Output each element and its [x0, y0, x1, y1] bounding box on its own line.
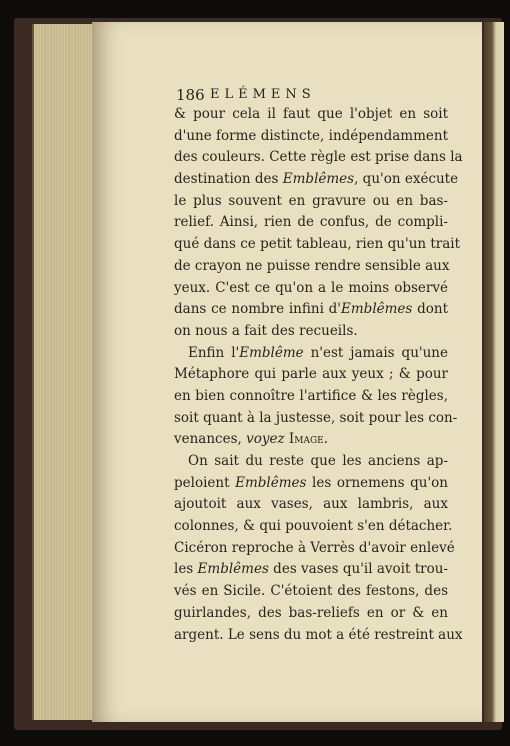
text-line: [174, 191, 448, 213]
text-line: [174, 126, 448, 148]
text-run: , qu'on exécute: [354, 171, 459, 188]
text-line: [174, 559, 448, 581]
text-run: dont: [412, 301, 448, 318]
text-run: dans ce nombre infini d': [174, 301, 342, 318]
page-number: 186: [176, 86, 205, 104]
text-run: .: [323, 431, 329, 448]
text-line: [174, 386, 448, 408]
text-run: relief. Ainsi, rien de confus, de compli-: [174, 214, 448, 231]
text-run: Cicéron reproche à Verrès d'avoir enlevé: [174, 539, 455, 556]
text-line: [174, 256, 448, 278]
text-line: [174, 581, 448, 603]
italic-text: voyez: [246, 431, 285, 448]
text-line: [174, 321, 448, 343]
text-run: venances,: [174, 431, 247, 448]
text-run: le plus souvent en gravure ou en bas-: [174, 192, 448, 209]
text-line: [174, 625, 463, 647]
text-line: [174, 494, 448, 516]
text-run: guirlandes, des bas-reliefs en or & en: [174, 604, 448, 621]
text-line: [174, 451, 448, 473]
text-run: soit quant à la justesse, soit pour les con-: [174, 409, 458, 426]
text-run: les ornemens qu'on: [306, 474, 448, 491]
text-line: [174, 473, 448, 495]
text-run: on nous a fait des recueils.: [174, 322, 358, 339]
text-run: peloient: [174, 474, 236, 491]
running-title: ELÉMENS: [210, 87, 316, 102]
text-run: des couleurs. Cette règle est prise dans la: [174, 149, 463, 166]
text-run: les: [174, 561, 198, 578]
text-run: Métaphore qui parle aux yeux ; & pour: [174, 366, 448, 383]
text-run: Image: [288, 431, 324, 448]
text-line: [174, 234, 461, 256]
text-line: [174, 516, 453, 538]
text-line: [174, 299, 448, 321]
text-run: yeux. C'est ce qu'on a le moins observé: [174, 279, 448, 296]
text-run: argent. Le sens du mot a été restreint aux: [174, 626, 463, 643]
body-text: [174, 104, 463, 646]
italic-text: Emblême: [239, 344, 304, 361]
next-page-edge: [484, 22, 504, 722]
text-line: [174, 278, 448, 300]
text-line: [174, 538, 455, 560]
text-line: [174, 169, 459, 191]
text-run: d'une forme distincte, indépendamment: [174, 127, 448, 144]
text-line: [174, 603, 448, 625]
text-run: On sait du reste que les anciens ap-: [188, 453, 448, 469]
text-line: [174, 212, 448, 234]
text-line: [174, 429, 448, 451]
text-line: [174, 408, 458, 430]
italic-text: Emblêmes: [235, 474, 307, 491]
text-line: [174, 147, 463, 169]
text-run: des vases qu'il avoit trou-: [268, 561, 448, 578]
text-run: Enfin l': [188, 344, 240, 361]
text-line: [174, 364, 448, 386]
text-run: vés en Sicile. C'étoient des festons, des: [174, 583, 448, 600]
italic-text: Emblêmes: [197, 561, 269, 578]
text-run: n'est jamais qu'une: [303, 344, 448, 361]
text-run: destination des: [174, 171, 283, 188]
text-run: de crayon ne puisse rendre sensible aux: [174, 257, 450, 274]
text-run: qué dans ce petit tableau, rien qu'un trait: [174, 236, 461, 253]
text-run: en bien connoître l'artifice & les règles,: [174, 387, 448, 404]
text-run: & pour cela il faut que l'objet en soit: [174, 106, 448, 122]
text-line: [174, 104, 448, 126]
text-run: ajoutoit aux vases, aux lambris, aux: [174, 496, 448, 513]
italic-text: Emblêmes: [341, 301, 413, 318]
italic-text: Emblêmes: [282, 171, 355, 188]
text-line: [174, 343, 448, 365]
text-run: colonnes, & qui pouvoient s'en détacher.: [174, 518, 453, 535]
page-edges: [32, 24, 96, 720]
